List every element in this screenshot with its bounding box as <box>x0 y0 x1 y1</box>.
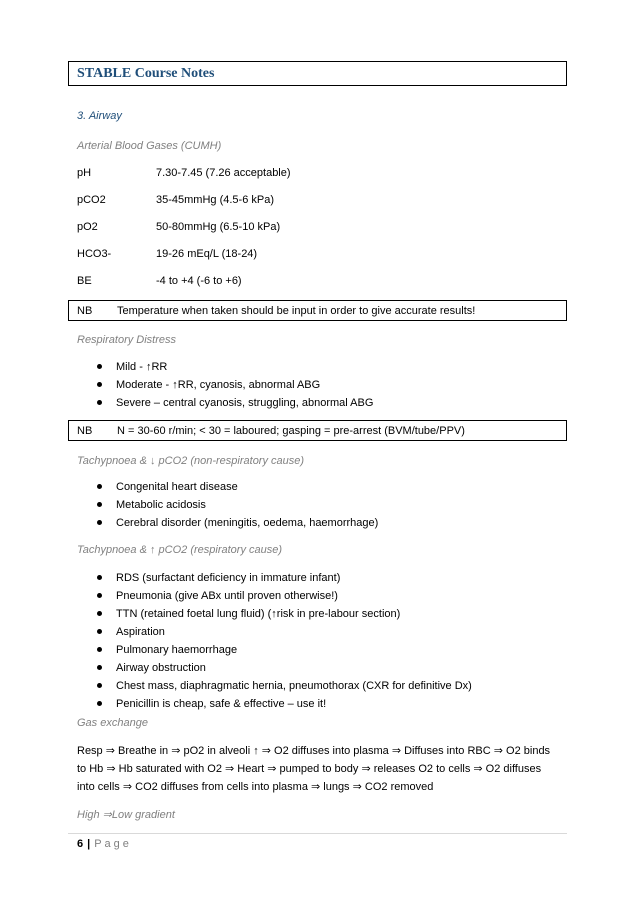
paragraph-line: to Hb ⇒ Hb saturated with O2 ⇒ Heart ⇒ pumped to body ⇒ releases O2 to cells ⇒ O2 diffuses <box>77 763 542 775</box>
bullet-icon <box>97 382 102 387</box>
list-item <box>97 394 373 412</box>
list-item <box>97 677 472 695</box>
list-item <box>97 569 472 587</box>
list-item <box>97 623 472 641</box>
list-item <box>97 514 378 532</box>
list-item <box>97 358 373 376</box>
list-item <box>97 695 472 713</box>
respiratory-distress-heading: Respiratory Distress <box>77 334 177 346</box>
bullet-icon <box>97 520 102 525</box>
abg-value: -4 to +4 (-6 to +6) <box>156 275 242 287</box>
list-item <box>97 496 378 514</box>
abg-label: pO2 <box>77 221 98 233</box>
bullet-icon <box>97 701 102 706</box>
paragraph-line: into cells ⇒ CO2 diffuses from cells into plasma ⇒ lungs ⇒ CO2 removed <box>77 781 434 793</box>
tachypnoea-low-pco2-heading: Tachypnoea & ↓ pCO2 (non-respiratory cause) <box>77 455 305 467</box>
document-title: STABLE Course Notes <box>77 66 215 81</box>
tachypnoea-high-pco2-list <box>97 569 472 713</box>
bullet-icon <box>97 484 102 489</box>
list-item-text: RDS (surfactant deficiency in immature infant) <box>116 572 341 584</box>
gas-exchange-paragraph <box>77 742 567 796</box>
list-item <box>97 641 472 659</box>
title-box <box>68 61 567 86</box>
list-item <box>97 659 472 677</box>
nb-label: NB <box>77 425 93 437</box>
bullet-icon <box>97 575 102 580</box>
bullet-icon <box>97 683 102 688</box>
footer-divider <box>68 833 567 834</box>
abg-label: BE <box>77 275 92 287</box>
bullet-icon <box>97 400 102 405</box>
list-item-text: Cerebral disorder (meningitis, oedema, haemorrhage) <box>116 517 379 529</box>
abg-value: 35-45mmHg (4.5-6 kPa) <box>156 194 274 206</box>
nb-note-box <box>68 420 567 441</box>
page-word: Page <box>94 838 132 850</box>
list-item <box>97 478 378 496</box>
list-item-text: Congenital heart disease <box>116 481 238 493</box>
nb-text: N = 30-60 r/min; < 30 = laboured; gasping = pre-arrest (BVM/tube/PPV) <box>117 425 465 437</box>
nb-text: Temperature when taken should be input in order to give accurate results! <box>117 305 476 317</box>
list-item-text: Moderate - ↑RR, cyanosis, abnormal ABG <box>116 379 321 391</box>
bullet-icon <box>97 629 102 634</box>
list-item-text: Severe – central cyanosis, struggling, abnormal ABG <box>116 397 374 409</box>
section-heading: 3. Airway <box>77 110 122 122</box>
tachypnoea-high-pco2-heading: Tachypnoea & ↑ pCO2 (respiratory cause) <box>77 544 283 556</box>
bullet-icon <box>97 593 102 598</box>
respiratory-distress-list <box>97 358 373 412</box>
list-item-text: Airway obstruction <box>116 662 206 674</box>
abg-label: pH <box>77 167 92 179</box>
bullet-icon <box>97 502 102 507</box>
list-item-text: Pneumonia (give ABx until proven otherwise!) <box>116 590 338 602</box>
abg-label: HCO3- <box>77 248 112 260</box>
tachypnoea-low-pco2-list <box>97 478 378 532</box>
list-item <box>97 587 472 605</box>
abg-value: 50-80mmHg (6.5-10 kPa) <box>156 221 281 233</box>
abg-value: 19-26 mEq/L (18-24) <box>156 248 258 260</box>
bullet-icon <box>97 665 102 670</box>
list-item <box>97 605 472 623</box>
abg-label: pCO2 <box>77 194 106 206</box>
list-item-text: Metabolic acidosis <box>116 499 206 511</box>
bullet-icon <box>97 611 102 616</box>
list-item-text: Mild - ↑RR <box>116 361 168 373</box>
list-item-text: Chest mass, diaphragmatic hernia, pneumothorax (CXR for definitive Dx) <box>116 680 472 692</box>
footer-separator: | <box>87 838 91 850</box>
bullet-icon <box>97 364 102 369</box>
bullet-icon <box>97 647 102 652</box>
nb-note-box <box>68 300 567 321</box>
abg-heading: Arterial Blood Gases (CUMH) <box>77 140 222 152</box>
abg-value: 7.30-7.45 (7.26 acceptable) <box>156 167 291 179</box>
list-item-text: TTN (retained foetal lung fluid) (↑risk in pre-labour section) <box>116 608 401 620</box>
list-item-text: Penicillin is cheap, safe & effective – use it! <box>116 698 327 710</box>
list-item-text: Pulmonary haemorrhage <box>116 644 238 656</box>
list-item <box>97 376 373 394</box>
gas-exchange-heading: Gas exchange <box>77 717 148 729</box>
gradient-note: High ⇒Low gradient <box>77 809 175 821</box>
paragraph-line: Resp ⇒ Breathe in ⇒ pO2 in alveoli ↑ ⇒ O2 diffuses into plasma ⇒ Diffuses into RBC ⇒ O2 binds <box>77 745 551 757</box>
nb-label: NB <box>77 305 93 317</box>
list-item-text: Aspiration <box>116 626 165 638</box>
page-footer <box>77 838 132 850</box>
page-number: 6 <box>77 838 84 850</box>
